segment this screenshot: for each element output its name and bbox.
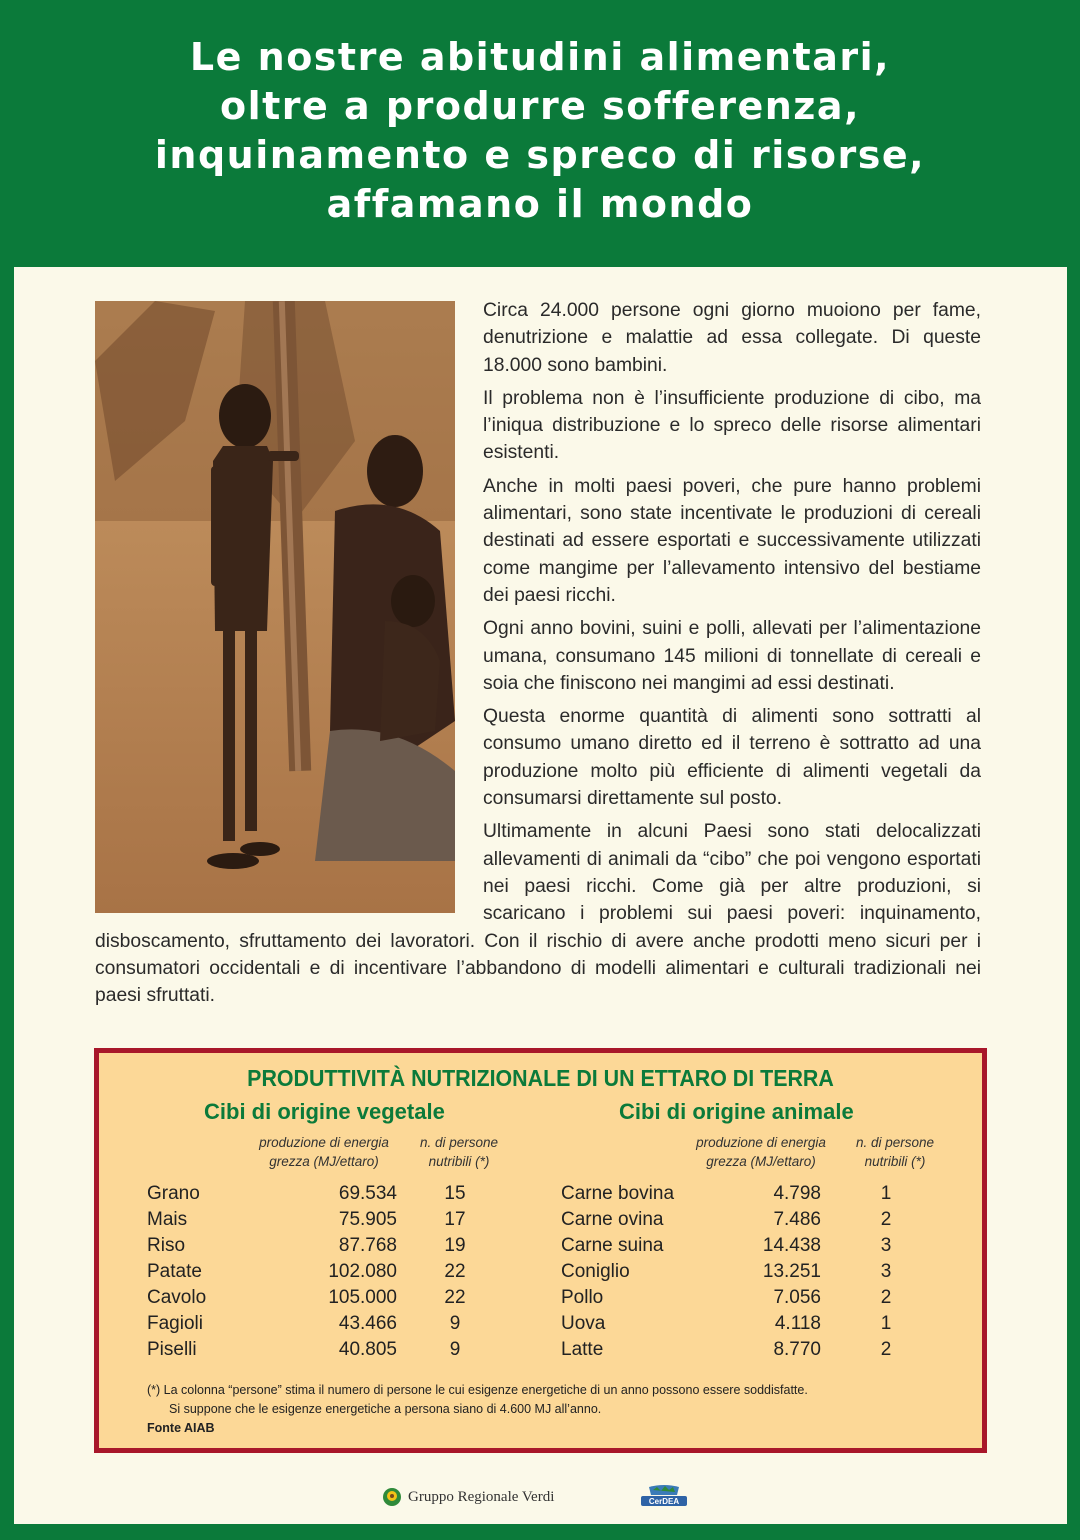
food-name: Piselli bbox=[147, 1339, 197, 1360]
people-value: 17 bbox=[444, 1209, 466, 1230]
vegetal-energy-header bbox=[249, 1133, 399, 1171]
table-row bbox=[561, 1313, 921, 1337]
table-source: Fonte AIAB bbox=[147, 1421, 215, 1435]
food-name: Pollo bbox=[561, 1287, 604, 1308]
energy-value: 75.905 bbox=[338, 1209, 397, 1230]
food-name: Uova bbox=[561, 1313, 606, 1334]
title-line: Le nostre abitudini alimentari, bbox=[189, 34, 891, 79]
food-name: Carne suina bbox=[561, 1235, 664, 1256]
food-name: Patate bbox=[147, 1261, 202, 1282]
people-value: 1 bbox=[880, 1183, 892, 1204]
header-line: grezza (MJ/ettaro) bbox=[706, 1154, 816, 1169]
people-value: 3 bbox=[880, 1235, 892, 1256]
table-row bbox=[147, 1183, 487, 1207]
cerdea-logo bbox=[639, 1485, 689, 1514]
animal-energy-header bbox=[686, 1133, 836, 1171]
vegetal-column-title: Cibi di origine vegetale bbox=[204, 1099, 445, 1124]
energy-value: 8.770 bbox=[773, 1339, 821, 1360]
energy-value: 105.000 bbox=[328, 1287, 397, 1308]
header-line: n. di persone bbox=[855, 1135, 935, 1150]
energy-value: 7.056 bbox=[773, 1287, 821, 1308]
animal-people-header bbox=[845, 1133, 945, 1171]
header-line: nutribili (*) bbox=[864, 1154, 926, 1169]
article-paragraph: Questa enorme quantità di alimenti sono sottratti al consumo umano diretto ed il terreno è sottratto ad una produzione molto più efficiente di alimenti vegetali da consumarsi direttamente sul posto. bbox=[483, 706, 981, 810]
table-row bbox=[561, 1339, 921, 1363]
article-text bbox=[95, 297, 981, 1015]
table-row bbox=[147, 1287, 487, 1311]
energy-value: 4.798 bbox=[773, 1183, 821, 1204]
people-value: 3 bbox=[880, 1261, 892, 1282]
table-row bbox=[147, 1261, 487, 1285]
energy-value: 43.466 bbox=[338, 1313, 397, 1334]
table-row bbox=[561, 1235, 921, 1259]
header-line: n. di persone bbox=[419, 1135, 499, 1150]
header-line: produzione di energia bbox=[259, 1135, 389, 1150]
content-panel bbox=[14, 267, 1067, 1524]
energy-value: 102.080 bbox=[328, 1261, 397, 1282]
title-line: oltre a produrre sofferenza, bbox=[219, 83, 861, 128]
energy-value: 14.438 bbox=[762, 1235, 821, 1256]
table-row bbox=[561, 1209, 921, 1233]
page-title bbox=[155, 33, 925, 229]
table-row bbox=[147, 1339, 487, 1363]
table-row bbox=[147, 1235, 487, 1259]
people-value: 2 bbox=[880, 1287, 892, 1308]
table-row bbox=[561, 1287, 921, 1311]
table-row bbox=[561, 1261, 921, 1285]
table-row bbox=[147, 1313, 487, 1337]
table-row bbox=[147, 1209, 487, 1233]
header-banner bbox=[0, 0, 1080, 265]
people-value: 15 bbox=[444, 1183, 466, 1204]
people-value: 9 bbox=[449, 1313, 461, 1334]
header-line: nutribili (*) bbox=[428, 1154, 490, 1169]
energy-value: 4.118 bbox=[774, 1313, 821, 1334]
article-paragraph: Circa 24.000 persone ogni giorno muoiono per fame, denutrizione e malattie ad essa collegate. Di queste 18.000 sono bambini. bbox=[483, 300, 981, 376]
footer bbox=[14, 1475, 1067, 1515]
footnote-line: (*) La colonna “persone” stima il numero di persone le cui esigenze energetiche di un anno possono essere soddisfatte. bbox=[147, 1383, 808, 1397]
people-value: 2 bbox=[880, 1339, 892, 1360]
food-name: Riso bbox=[147, 1235, 186, 1256]
people-value: 22 bbox=[444, 1261, 466, 1282]
food-name: Mais bbox=[147, 1209, 188, 1230]
table-title: PRODUTTIVITÀ NUTRIZIONALE DI UN ETTARO DI TERRA bbox=[247, 1065, 834, 1091]
people-value: 2 bbox=[880, 1209, 892, 1230]
sunflower-icon bbox=[382, 1487, 402, 1507]
people-value: 9 bbox=[449, 1339, 461, 1360]
food-name: Fagioli bbox=[147, 1313, 203, 1334]
article-paragraph: Anche in molti paesi poveri, che pure hanno problemi alimentari, sono state incentivate le produzioni di cereali destinati ad essere esportati e successivamente utilizzati come mangime per l’allevamento intensivo del bestiame dei paesi ricchi. bbox=[483, 475, 981, 606]
vegetal-people-header bbox=[409, 1133, 509, 1171]
verdi-label: Gruppo Regionale Verdi bbox=[408, 1488, 555, 1505]
productivity-table bbox=[94, 1048, 987, 1453]
footnote-line: Si suppone che le esigenze energetiche a persona siano di 4.600 MJ all’anno. bbox=[169, 1402, 602, 1416]
header-line: grezza (MJ/ettaro) bbox=[269, 1154, 379, 1169]
energy-value: 69.534 bbox=[338, 1183, 397, 1204]
cerdea-emblem bbox=[639, 1485, 689, 1509]
cerdea-label: CerDEA bbox=[648, 1497, 680, 1506]
food-name: Grano bbox=[147, 1183, 200, 1204]
people-value: 1 bbox=[880, 1313, 892, 1334]
article-paragraph: Il problema non è l’insufficiente produzione di cibo, ma l’iniqua distribuzione e lo spreco delle risorse alimentari esistenti. bbox=[483, 387, 981, 464]
people-value: 19 bbox=[444, 1235, 466, 1256]
article-paragraph: Ogni anno bovini, suini e polli, allevati per l’alimentazione umana, consumano 145 milioni di tonnellate di cereali e soia che finiscono nei mangimi ad essi destinati. bbox=[483, 618, 981, 694]
animal-column-title: Cibi di origine animale bbox=[619, 1099, 854, 1124]
food-name: Carne bovina bbox=[561, 1183, 675, 1204]
people-value: 22 bbox=[444, 1287, 466, 1308]
energy-value: 40.805 bbox=[338, 1339, 397, 1360]
food-name: Cavolo bbox=[147, 1287, 207, 1308]
header-line: produzione di energia bbox=[696, 1135, 826, 1150]
energy-value: 13.251 bbox=[762, 1261, 821, 1282]
table-row bbox=[561, 1183, 921, 1207]
energy-value: 7.486 bbox=[773, 1209, 821, 1230]
table-footnote bbox=[147, 1381, 947, 1419]
photo-spacer bbox=[95, 297, 483, 925]
energy-value: 87.768 bbox=[338, 1235, 397, 1256]
verdi-logo bbox=[382, 1487, 554, 1507]
title-line: inquinamento e spreco di risorse, bbox=[154, 132, 926, 177]
food-name: Latte bbox=[561, 1339, 604, 1360]
title-line: affamano il mondo bbox=[326, 181, 754, 226]
article-paragraph: Ultimamente in alcuni Paesi sono stati delocalizzati allevamenti di animali da “cibo” che poi vengono esportati nei paesi ricchi. Come già per altre produzioni, si scaricano i problemi sui paesi poveri: inquinamento, disboscamento, sfruttamento dei lavoratori. Con il rischio di avere anche prodotti meno sicuri per i consumatori occidentali e di incentivare l’abbandono di modelli alimentari e culturali tradizionali nei paesi sfruttati. bbox=[95, 821, 981, 1007]
food-name: Carne ovina bbox=[561, 1209, 664, 1230]
food-name: Coniglio bbox=[561, 1261, 630, 1282]
